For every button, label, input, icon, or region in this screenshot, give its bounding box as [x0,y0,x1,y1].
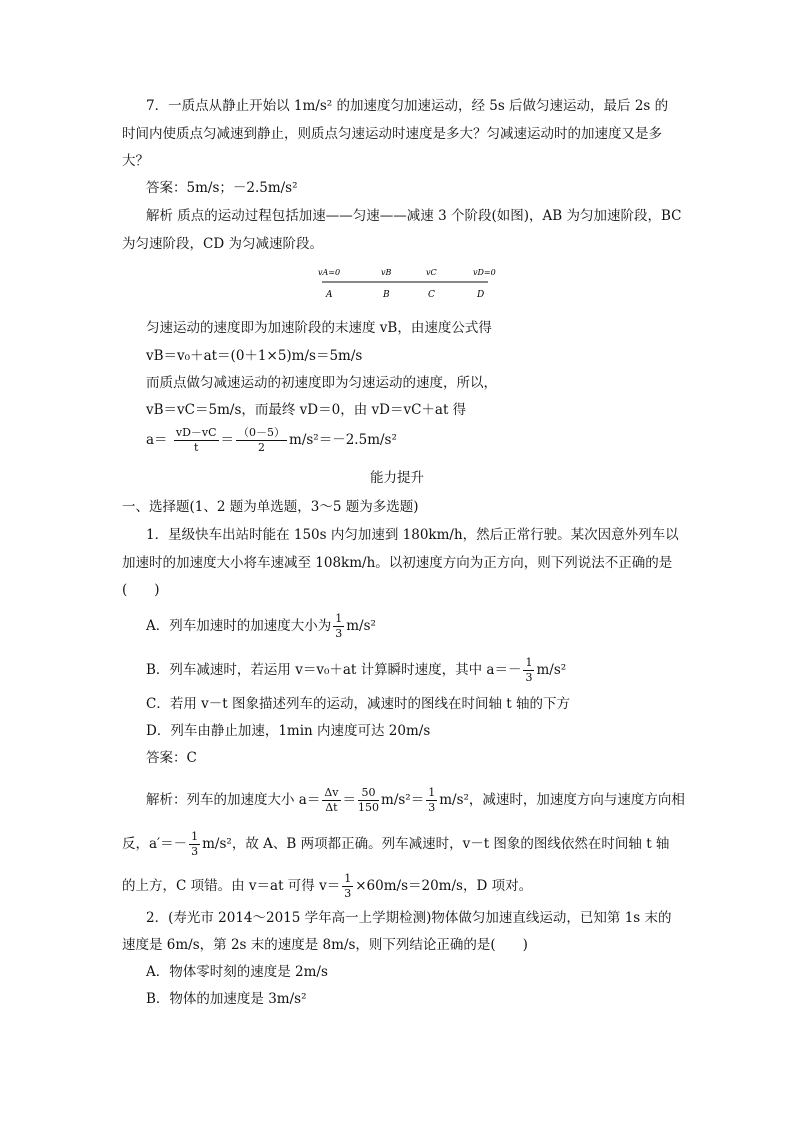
motion-diagram-svg [310,262,510,304]
explanation-text: m/s²＝ [381,792,425,808]
fraction-den: Δt [325,801,338,814]
label-vb: vB [381,268,392,277]
fraction [342,872,353,901]
q7-formula [146,426,397,455]
q2-line-2: 速度是 6m/s，第 2s 末的速度是 8m/s，则下列结论正确的是( ) [122,937,528,953]
point-c: C [428,290,435,300]
fraction-num: Δv [324,786,339,799]
q7-explanation-6: vB＝vC＝5m/s，而最终 vD＝0，由 vD＝vC＋at 得 [146,402,467,418]
q1-answer: 答案：C [146,750,197,766]
fraction-num: 1 [335,612,343,625]
q7-answer: 答案：5m/s；－2.5m/s² [146,180,298,196]
point-a: A [326,290,333,300]
q7-explanation-5: 而质点做匀减速运动的初速度即为匀速运动的速度，所以， [146,375,497,391]
option-unit: m/s² [346,618,376,634]
q2-line-1: 2．(寿光市 2014～2015 学年高一上学期检测)物体做匀加速直线运动，已知第 1s 末的 [146,910,672,926]
fraction-den: 2 [258,441,266,454]
option-text: B．列车减速时，若运用 v＝v₀＋at 计算瞬时速度，其中 a＝－ [146,662,522,678]
fraction-num: 1 [191,830,199,843]
motion-diagram [310,262,510,304]
q7-explanation-1: 解析 质点的运动过程包括加速——匀速——减速 3 个阶段(如图)，AB 为匀加速阶段，BC [146,208,682,224]
fraction-num: 1 [428,786,436,799]
fraction-num: 1 [525,656,533,669]
fraction [174,426,219,455]
q2-option-a: A．物体零时刻的速度是 2m/s [146,964,328,980]
explanation-text: m/s²，减速时，加速度方向与速度方向相 [439,792,685,808]
fraction-den: 3 [525,671,533,684]
fraction-den: t [193,441,199,454]
fraction-num: （0－5） [238,426,286,439]
fraction [236,426,287,455]
q1-option-d: D．列车由静止加速，1min 内速度可达 20m/s [146,723,431,739]
fraction [426,786,437,815]
formula-equals: ＝ [220,432,235,448]
q7-line-2: 时间内使质点匀减速到静止，则质点匀速运动时速度是多大？匀减速运动时的加速度又是多 [122,126,662,142]
fraction [189,830,200,859]
q1-line-1: 1．星级快车出站时能在 150s 内匀加速到 180km/h，然后正常行驶。某次因意外列车以 [146,527,679,543]
explanation-text: 的上方，C 项错。由 v＝at 可得 v＝ [122,878,341,894]
q1-line-2: 加速时的加速度大小将车速减至 108km/h。以初速度方向为正方向，则下列说法不正确的是 [122,555,673,571]
q1-explanation-2 [122,830,669,859]
fraction [333,612,344,641]
fraction [322,786,340,815]
fraction [358,786,379,815]
fraction-den: 3 [344,887,352,900]
explanation-equals: ＝ [342,792,357,808]
q1-option-c: C．若用 v－t 图象描述列车的运动，减速时的图线在时间轴 t 轴的下方 [146,696,570,712]
option-unit: m/s² [536,662,567,678]
q7-explanation-3: 匀速运动的速度即为加速阶段的末速度 vB，由速度公式得 [146,320,492,336]
part-title: 一、选择题(1、2 题为单选题，3～5 题为多选题) [122,499,419,515]
q1-explanation-3 [122,872,532,901]
fraction-den: 150 [358,801,380,814]
q7-explanation-2: 为匀速阶段，CD 为匀减速阶段。 [122,236,323,252]
formula-suffix: m/s²＝－2.5m/s² [289,432,397,448]
q1-explanation-1 [146,786,685,815]
q7-line-1: 7．一质点从静止开始以 1m/s² 的加速度匀加速运动，经 5s 后做匀速运动，最后 2s 的 [146,98,669,114]
fraction-den: 3 [428,801,436,814]
point-d: D [477,290,485,300]
q1-line-3: ( ) [122,582,160,598]
fraction-den: 3 [191,845,199,858]
label-va: vA=0 [318,268,341,277]
label-vc: vC [426,268,437,277]
option-text: A．列车加速时的加速度大小为 [146,618,332,634]
explanation-text: 解析：列车的加速度大小 a＝ [146,792,321,808]
formula-prefix: a＝ [146,432,168,448]
q7-explanation-4: vB＝v₀＋at＝(0＋1×5)m/s＝5m/s [146,348,363,364]
fraction-num: 50 [358,786,379,801]
fraction-den: 3 [335,627,343,640]
explanation-text: ×60m/s＝20m/s，D 项对。 [355,878,533,894]
q2-option-b: B．物体的加速度是 3m/s² [146,991,307,1007]
q7-line-3: 大？ [122,153,149,169]
label-vd: vD=0 [473,268,496,277]
explanation-text: 反，a′＝－ [122,836,188,852]
q1-option-a [146,612,376,641]
explanation-text: m/s²，故 A、B 两项都正确。列车减速时，v－t 图象的图线依然在时间轴 t 轴 [202,836,670,852]
fraction [523,656,534,685]
q1-option-b [146,656,566,685]
fraction-num: 1 [344,872,352,885]
point-b: B [383,290,390,300]
fraction-num: vD－vC [175,426,217,439]
section-title: 能力提升 [370,470,424,486]
